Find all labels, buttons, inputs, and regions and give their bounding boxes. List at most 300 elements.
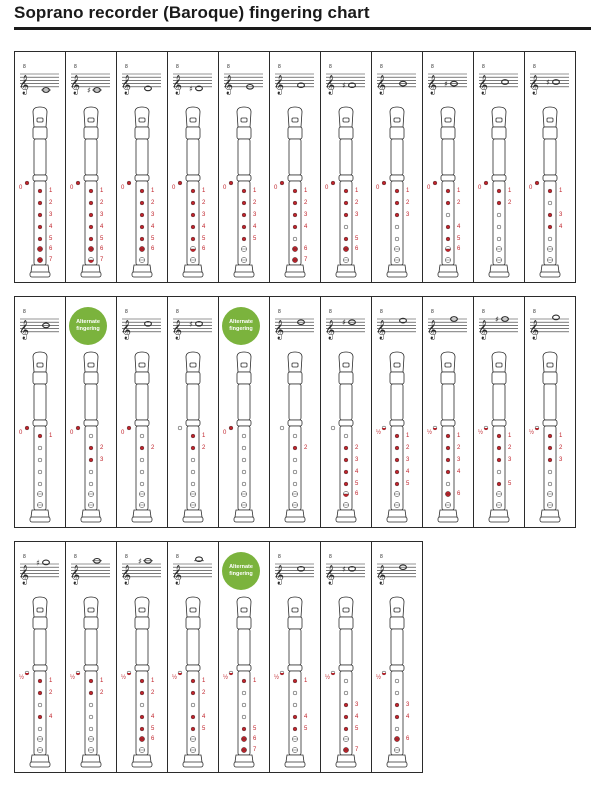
finger-hole: [139, 502, 144, 507]
finger-hole: [445, 491, 450, 496]
music-staff: [121, 64, 161, 95]
finger-hole: [89, 237, 93, 241]
finger-hole: [89, 482, 93, 486]
finger-hole: [89, 189, 93, 193]
fingering-row-2: [14, 296, 575, 528]
fingering-diagram: [117, 297, 169, 529]
thumb-hole-label: ½: [427, 430, 433, 436]
finger-hole: [344, 727, 348, 731]
hole-number-label: 3: [49, 212, 53, 218]
treble-clef-icon: 𝄞: [529, 74, 540, 95]
hole-number-label: 6: [151, 246, 155, 252]
hole-number-label: 2: [406, 200, 410, 206]
finger-hole: [343, 246, 348, 251]
thumb-hole-label: ½: [376, 430, 382, 436]
treble-clef-icon: 𝄞: [427, 74, 438, 95]
music-staff: [529, 309, 569, 340]
finger-hole: [140, 470, 144, 474]
badge-line-1: Alternate: [76, 319, 100, 325]
sharp-icon: ♯: [36, 558, 40, 568]
sharp-icon: ♯: [342, 318, 346, 328]
hole-number-label: 3: [304, 212, 308, 218]
finger-hole: [446, 458, 450, 462]
finger-hole: [547, 502, 552, 507]
music-staff: [274, 309, 314, 340]
finger-hole: [293, 458, 297, 462]
finger-hole: [343, 736, 348, 741]
finger-hole: [140, 727, 144, 731]
hole-number-label: 1: [151, 678, 155, 684]
finger-hole: [38, 189, 42, 193]
treble-clef-icon: 𝄞: [274, 564, 285, 585]
thumb-hole-label: 0: [223, 430, 227, 436]
finger-hole: [37, 736, 42, 741]
hole-number-label: 1: [151, 188, 155, 194]
finger-hole: [140, 189, 144, 193]
octave-mark: 8: [278, 64, 281, 70]
finger-hole: [344, 201, 348, 205]
finger-hole: [38, 691, 42, 695]
finger-hole: [178, 426, 182, 430]
finger-hole: [178, 181, 182, 185]
hole-number-label: 5: [304, 726, 308, 732]
finger-hole: [191, 434, 195, 438]
finger-hole: [293, 201, 297, 205]
thumb-hole-label: ½: [325, 675, 331, 681]
finger-hole: [394, 246, 399, 251]
fingering-diagram: [15, 297, 67, 529]
finger-hole: [292, 502, 297, 507]
finger-hole: [446, 225, 450, 229]
badge-line-1: Alternate: [229, 564, 253, 570]
hole-number-label: 2: [202, 690, 206, 696]
finger-hole: [548, 458, 552, 462]
finger-hole: [535, 181, 539, 185]
finger-hole: [88, 491, 93, 496]
finger-hole: [497, 470, 501, 474]
octave-mark: 8: [380, 554, 383, 560]
fingering-diagram: [372, 52, 424, 284]
finger-hole: [343, 502, 348, 507]
finger-hole: [38, 482, 42, 486]
octave-mark: 8: [227, 64, 230, 70]
hole-number-label: 2: [49, 690, 53, 696]
finger-hole: [344, 189, 348, 193]
thumb-hole-label: 0: [325, 185, 329, 191]
finger-hole: [140, 213, 144, 217]
thumb-hole-label: 0: [427, 185, 431, 191]
fingering-diagram: [168, 297, 220, 529]
treble-clef-icon: 𝄞: [121, 319, 132, 340]
music-staff: [121, 309, 161, 340]
finger-hole: [280, 426, 284, 430]
octave-mark: 8: [176, 309, 179, 315]
finger-hole: [140, 225, 144, 229]
finger-hole: [88, 257, 93, 262]
finger-hole: [76, 181, 80, 185]
finger-hole: [496, 246, 501, 251]
finger-hole: [292, 246, 297, 251]
music-staff: [478, 309, 518, 340]
finger-hole: [242, 213, 246, 217]
hole-number-label: 2: [151, 690, 155, 696]
badge-line-2: fingering: [76, 326, 100, 332]
hole-number-label: 2: [100, 200, 104, 206]
finger-hole: [343, 491, 348, 496]
finger-hole: [293, 213, 297, 217]
hole-number-label: 1: [406, 188, 410, 194]
hole-number-label: 3: [355, 702, 359, 708]
finger-hole: [88, 736, 93, 741]
treble-clef-icon: 𝄞: [376, 74, 387, 95]
finger-hole: [241, 736, 246, 741]
hole-number-label: 7: [49, 257, 53, 263]
hole-number-label: 1: [100, 188, 104, 194]
hole-number-label: 2: [49, 200, 53, 206]
finger-hole: [191, 703, 195, 707]
thumb-hole-label: 0: [121, 185, 125, 191]
hole-number-label: 7: [253, 747, 257, 753]
hole-number-label: 1: [304, 188, 308, 194]
treble-clef-icon: 𝄞: [19, 564, 30, 585]
fingering-cell: [269, 296, 321, 528]
finger-hole: [548, 213, 552, 217]
finger-hole: [241, 502, 246, 507]
hole-number-label: 6: [151, 736, 155, 742]
finger-hole: [191, 679, 195, 683]
finger-hole: [395, 446, 399, 450]
finger-hole: [343, 747, 348, 752]
finger-hole: [76, 426, 80, 430]
finger-hole: [344, 213, 348, 217]
finger-hole: [38, 679, 42, 683]
octave-mark: 8: [533, 309, 536, 315]
sharp-icon: ♯: [138, 556, 142, 566]
hole-number-label: 6: [457, 246, 461, 252]
finger-hole: [190, 257, 195, 262]
hole-number-label: 5: [202, 236, 206, 242]
finger-hole: [395, 715, 399, 719]
treble-clef-icon: 𝄞: [478, 319, 489, 340]
finger-hole: [293, 470, 297, 474]
hole-number-label: 2: [457, 200, 461, 206]
octave-mark: 8: [176, 64, 179, 70]
hole-number-label: 2: [406, 445, 410, 451]
hole-number-label: 1: [202, 188, 206, 194]
fingering-cell: [65, 541, 117, 773]
hole-number-label: 3: [253, 212, 257, 218]
finger-hole: [242, 458, 246, 462]
thumb-hole-label: 0: [376, 185, 380, 191]
finger-hole: [38, 237, 42, 241]
hole-number-label: 6: [202, 246, 206, 252]
finger-hole: [89, 201, 93, 205]
finger-hole: [76, 671, 80, 675]
finger-hole: [37, 257, 42, 262]
finger-hole: [140, 446, 144, 450]
music-staff: [121, 554, 161, 585]
sharp-icon: ♯: [189, 319, 193, 329]
finger-hole: [140, 201, 144, 205]
hole-number-label: 3: [559, 212, 563, 218]
hole-number-label: 2: [508, 200, 512, 206]
music-staff: [376, 309, 416, 340]
finger-hole: [242, 679, 246, 683]
hole-number-label: 2: [202, 445, 206, 451]
thumb-hole-label: 0: [274, 185, 278, 191]
finger-hole: [25, 671, 29, 675]
hole-number-label: 2: [457, 445, 461, 451]
hole-number-label: 6: [355, 491, 359, 497]
hole-number-label: 1: [202, 678, 206, 684]
music-staff: [376, 554, 416, 585]
fingering-diagram: [525, 297, 577, 529]
music-staff: [529, 64, 569, 95]
sharp-icon: ♯: [87, 86, 91, 95]
finger-hole: [292, 491, 297, 496]
hole-number-label: 1: [304, 678, 308, 684]
finger-hole: [344, 225, 348, 229]
hole-number-label: 3: [559, 457, 563, 463]
finger-hole: [89, 679, 93, 683]
finger-hole: [446, 434, 450, 438]
hole-number-label: 5: [151, 236, 155, 242]
finger-hole: [548, 470, 552, 474]
hole-number-label: 4: [100, 224, 104, 230]
hole-number-label: 6: [100, 246, 104, 252]
alternate-fingering-badge: [69, 307, 107, 345]
hole-number-label: 3: [355, 457, 359, 463]
treble-clef-icon: 𝄞: [325, 74, 336, 95]
finger-hole: [344, 237, 348, 241]
fingering-row-3: [14, 541, 422, 773]
octave-mark: 8: [482, 64, 485, 70]
hole-number-label: 4: [355, 714, 359, 720]
hole-number-label: 2: [151, 200, 155, 206]
finger-hole: [242, 715, 246, 719]
finger-hole: [191, 691, 195, 695]
thumb-hole-label: ½: [274, 675, 280, 681]
finger-hole: [280, 181, 284, 185]
octave-mark: 8: [23, 554, 26, 560]
fingering-cell: [116, 541, 168, 773]
finger-hole: [190, 502, 195, 507]
finger-hole: [395, 213, 399, 217]
hole-number-label: 2: [202, 200, 206, 206]
fingering-diagram: [474, 52, 526, 284]
music-staff: [19, 64, 59, 95]
fingering-diagram: [168, 542, 220, 774]
finger-hole: [242, 691, 246, 695]
thumb-hole-label: 0: [172, 185, 176, 191]
finger-hole: [293, 715, 297, 719]
finger-hole: [497, 201, 501, 205]
octave-mark: 8: [125, 554, 128, 560]
treble-clef-icon: 𝄞: [274, 74, 285, 95]
fingering-cell: [269, 51, 321, 283]
hole-number-label: 2: [100, 445, 104, 451]
hole-number-label: 1: [253, 188, 257, 194]
treble-clef-icon: 𝄞: [172, 74, 183, 95]
sharp-icon: ♯: [495, 315, 499, 324]
finger-hole: [446, 470, 450, 474]
finger-hole: [241, 246, 246, 251]
finger-hole: [89, 225, 93, 229]
finger-hole: [25, 426, 29, 430]
finger-hole: [38, 213, 42, 217]
treble-clef-icon: 𝄞: [121, 564, 132, 585]
sharp-icon: ♯: [546, 78, 550, 87]
finger-hole: [127, 671, 131, 675]
finger-hole: [344, 715, 348, 719]
finger-hole: [394, 747, 399, 752]
fingering-diagram: [321, 542, 373, 774]
thumb-hole-label: 0: [70, 430, 74, 436]
fingering-cell: [218, 296, 270, 528]
finger-hole: [140, 715, 144, 719]
hole-number-label: 3: [202, 212, 206, 218]
finger-hole: [38, 458, 42, 462]
finger-hole: [89, 715, 93, 719]
finger-hole: [344, 482, 348, 486]
fingering-cell: [524, 51, 576, 283]
finger-hole: [548, 201, 552, 205]
hole-number-label: 3: [151, 212, 155, 218]
finger-hole: [191, 727, 195, 731]
finger-hole: [139, 736, 144, 741]
finger-hole: [331, 181, 335, 185]
finger-hole: [344, 703, 348, 707]
finger-hole: [38, 446, 42, 450]
hole-number-label: 4: [457, 224, 461, 230]
fingering-cell: [422, 296, 474, 528]
finger-hole: [242, 482, 246, 486]
treble-clef-icon: 𝄞: [376, 319, 387, 340]
hole-number-label: 4: [202, 224, 206, 230]
finger-hole: [140, 434, 144, 438]
finger-hole: [242, 703, 246, 707]
treble-clef-icon: 𝄞: [172, 564, 183, 585]
finger-hole: [89, 703, 93, 707]
finger-hole: [395, 482, 399, 486]
finger-hole: [38, 470, 42, 474]
hole-number-label: 5: [355, 481, 359, 487]
hole-number-label: 2: [508, 445, 512, 451]
octave-mark: 8: [74, 64, 77, 70]
hole-number-label: 4: [304, 224, 308, 230]
hole-number-label: 7: [355, 747, 359, 753]
hole-number-label: 1: [508, 188, 512, 194]
hole-number-label: 5: [100, 236, 104, 242]
finger-hole: [139, 747, 144, 752]
finger-hole: [497, 434, 501, 438]
fingering-cell: [14, 541, 66, 773]
finger-hole: [88, 747, 93, 752]
finger-hole: [242, 225, 246, 229]
hole-number-label: 5: [253, 236, 257, 242]
finger-hole: [190, 747, 195, 752]
thumb-hole-label: ½: [376, 675, 382, 681]
finger-hole: [38, 715, 42, 719]
treble-clef-icon: 𝄞: [376, 564, 387, 585]
fingering-cell: [422, 51, 474, 283]
finger-hole: [191, 189, 195, 193]
hole-number-label: 5: [355, 236, 359, 242]
finger-hole: [293, 727, 297, 731]
finger-hole: [242, 201, 246, 205]
finger-hole: [343, 257, 348, 262]
finger-hole: [88, 502, 93, 507]
finger-hole: [497, 213, 501, 217]
finger-hole: [344, 691, 348, 695]
finger-hole: [89, 691, 93, 695]
thumb-hole-label: ½: [223, 675, 229, 681]
music-staff: [274, 64, 314, 95]
finger-hole: [38, 225, 42, 229]
finger-hole: [178, 671, 182, 675]
finger-hole: [395, 470, 399, 474]
finger-hole: [344, 458, 348, 462]
hole-number-label: 1: [355, 188, 359, 194]
finger-hole: [293, 482, 297, 486]
music-staff: [478, 64, 518, 95]
hole-number-label: 1: [457, 188, 461, 194]
finger-hole: [89, 727, 93, 731]
finger-hole: [191, 470, 195, 474]
finger-hole: [293, 434, 297, 438]
octave-mark: 8: [125, 309, 128, 315]
fingering-diagram: [474, 297, 526, 529]
thumb-hole-label: 0: [70, 185, 74, 191]
hole-number-label: 1: [49, 433, 53, 439]
finger-hole: [484, 181, 488, 185]
hole-number-label: 6: [304, 246, 308, 252]
finger-hole: [293, 446, 297, 450]
finger-hole: [344, 434, 348, 438]
hole-number-label: 6: [253, 736, 257, 742]
finger-hole: [344, 470, 348, 474]
hole-number-label: 1: [49, 188, 53, 194]
finger-hole: [38, 434, 42, 438]
finger-hole: [293, 237, 297, 241]
hole-number-label: 4: [202, 714, 206, 720]
thumb-hole-label: ½: [529, 430, 535, 436]
finger-hole: [395, 691, 399, 695]
fingering-cell: [473, 296, 525, 528]
finger-hole: [293, 679, 297, 683]
hole-number-label: 5: [457, 236, 461, 242]
fingering-row-1: [14, 51, 575, 283]
finger-hole: [548, 434, 552, 438]
finger-hole: [89, 213, 93, 217]
hole-number-label: 2: [304, 200, 308, 206]
hole-number-label: 5: [355, 726, 359, 732]
finger-hole: [191, 446, 195, 450]
finger-hole: [445, 257, 450, 262]
treble-clef-icon: 𝄞: [70, 74, 81, 95]
finger-hole: [395, 703, 399, 707]
finger-hole: [37, 246, 42, 251]
fingering-cell: [65, 51, 117, 283]
octave-mark: 8: [23, 64, 26, 70]
badge-line-2: fingering: [229, 571, 253, 577]
finger-hole: [25, 181, 29, 185]
hole-number-label: 2: [304, 445, 308, 451]
hole-number-label: 5: [151, 726, 155, 732]
hole-number-label: 4: [355, 469, 359, 475]
hole-number-label: 5: [508, 481, 512, 487]
finger-hole: [242, 727, 246, 731]
